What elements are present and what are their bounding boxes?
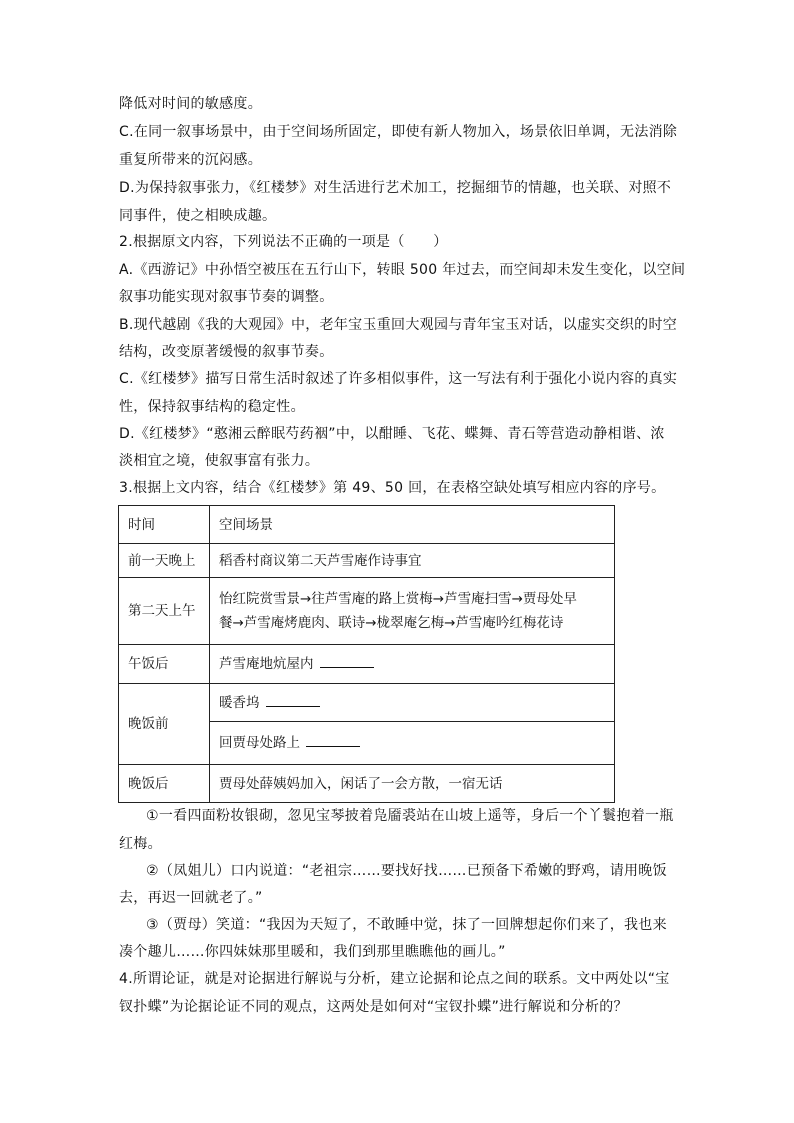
question-4-line-2: 钗扑蝶”为论据论证不同的观点，这两处是如何对“宝钗扑蝶”进行解说和分析的？ xyxy=(119,999,628,1015)
answer-blank xyxy=(266,692,320,707)
q2-option-b-line-2: 结构，改变原著缓慢的叙事节奏。 xyxy=(119,344,334,360)
scene-text: 暖香坞 xyxy=(219,694,260,711)
q2-option-a-line-1: A.《西游记》中孙悟空被压在五行山下，转眼 500 年过去，而空间却未发生变化，以空间 xyxy=(119,262,686,278)
table-row xyxy=(119,578,615,645)
quote-3-line-2: 凑个趣儿……你四妹妹那里暖和，我们到那里瞧瞧他的画儿。” xyxy=(119,944,506,960)
scene-cell xyxy=(210,578,615,645)
table-row xyxy=(119,645,615,684)
scene-line: 怡红院赏雪景→往芦雪庵的路上赏梅→芦雪庵扫雪→贾母处早 xyxy=(219,591,577,607)
scene-cell: 贾母处薛姨妈加入，闲话了一会方散，一宿无话 xyxy=(210,765,615,803)
question-3-stem: 3.根据上文内容，结合《红楼梦》第 49、50 回，在表格空缺处填写相应内容的序号。 xyxy=(119,480,666,496)
scene-text: 回贾母处路上 xyxy=(219,735,300,751)
answer-blank xyxy=(320,653,374,668)
answer-blank xyxy=(306,732,360,747)
scene-table xyxy=(118,505,615,803)
scene-text: 芦雪庵地炕屋内 xyxy=(219,656,314,672)
scene-cell xyxy=(210,645,615,684)
question-4-line-1: 4.所谓论证，就是对论据进行解说与分析，建立论据和论点之间的联系。文中两处以“宝 xyxy=(119,971,670,987)
time-cell: 第二天上午 xyxy=(119,578,210,645)
quote-2-line-1: ②（凤姐儿）口内说道：“老祖宗……要找好找……已预备下希嫩的野鸡，请用晚饭 xyxy=(146,863,667,879)
scene-line: 餐→芦雪庵烤鹿肉、联诗→栊翠庵乞梅→芦雪庵吟红梅花诗 xyxy=(219,615,564,631)
table-row xyxy=(119,684,615,722)
q2-option-d-line-1: D.《红楼梦》“憨湘云醉眠芍药裀”中，以酣睡、飞花、蝶舞、青石等营造动静相谐、浓 xyxy=(119,426,665,442)
table-row xyxy=(119,765,615,803)
q2-option-c-line-1: C.《红楼梦》描写日常生活时叙述了许多相似事件，这一写法有利于强化小说内容的真实 xyxy=(119,371,678,387)
option-c-line-1: C.在同一叙事场景中，由于空间场所固定，即使有新人物加入，场景依旧单调，无法消除 xyxy=(119,124,678,140)
option-d-line-2: 同事件，使之相映成趣。 xyxy=(119,208,277,224)
time-cell: 晚饭后 xyxy=(119,765,210,803)
option-c-line-2: 重复所带来的沉闷感。 xyxy=(119,152,262,168)
header-scene: 空间场景 xyxy=(210,506,615,544)
q2-option-a-line-2: 叙事功能实现对叙事节奏的调整。 xyxy=(119,289,334,305)
time-cell: 午饭后 xyxy=(119,645,210,684)
table-row xyxy=(119,544,615,578)
quote-1-line-2: 红梅。 xyxy=(119,836,162,852)
quote-2-line-2: 去，再迟一回就老了。” xyxy=(119,890,263,906)
paragraph-line: 降低对时间的敏感度。 xyxy=(119,96,262,112)
scene-cell xyxy=(210,684,615,722)
q2-option-b-line-1: B.现代越剧《我的大观园》中，老年宝玉重回大观园与青年宝玉对话，以虚实交织的时空 xyxy=(119,317,678,333)
table-header-row xyxy=(119,506,615,544)
quote-3-line-1: ③（贾母）笑道：“我因为天短了，不敢睡中觉，抹了一回牌想起你们来了，我也来 xyxy=(146,917,667,933)
q2-option-c-line-2: 性，保持叙事结构的稳定性。 xyxy=(119,399,305,415)
q2-option-d-line-2: 淡相宜之境，使叙事富有张力。 xyxy=(119,453,320,469)
option-d-line-1: D.为保持叙事张力，《红楼梦》对生活进行艺术加工，挖掘细节的情趣，也关联、对照不 xyxy=(119,180,672,196)
header-time: 时间 xyxy=(119,506,210,544)
quote-1-line-1: ①一看四面粉妆银砌，忽见宝琴披着凫靥裘站在山坡上遥等，身后一个丫鬟抱着一瓶 xyxy=(146,808,674,824)
scene-cell: 稻香村商议第二天芦雪庵作诗事宜 xyxy=(210,544,615,578)
scene-cell xyxy=(210,722,615,765)
question-2-stem: 2.根据原文内容，下列说法不正确的一项是（ ） xyxy=(119,234,448,250)
time-cell: 晚饭前 xyxy=(119,684,210,765)
time-cell: 前一天晚上 xyxy=(119,544,210,578)
